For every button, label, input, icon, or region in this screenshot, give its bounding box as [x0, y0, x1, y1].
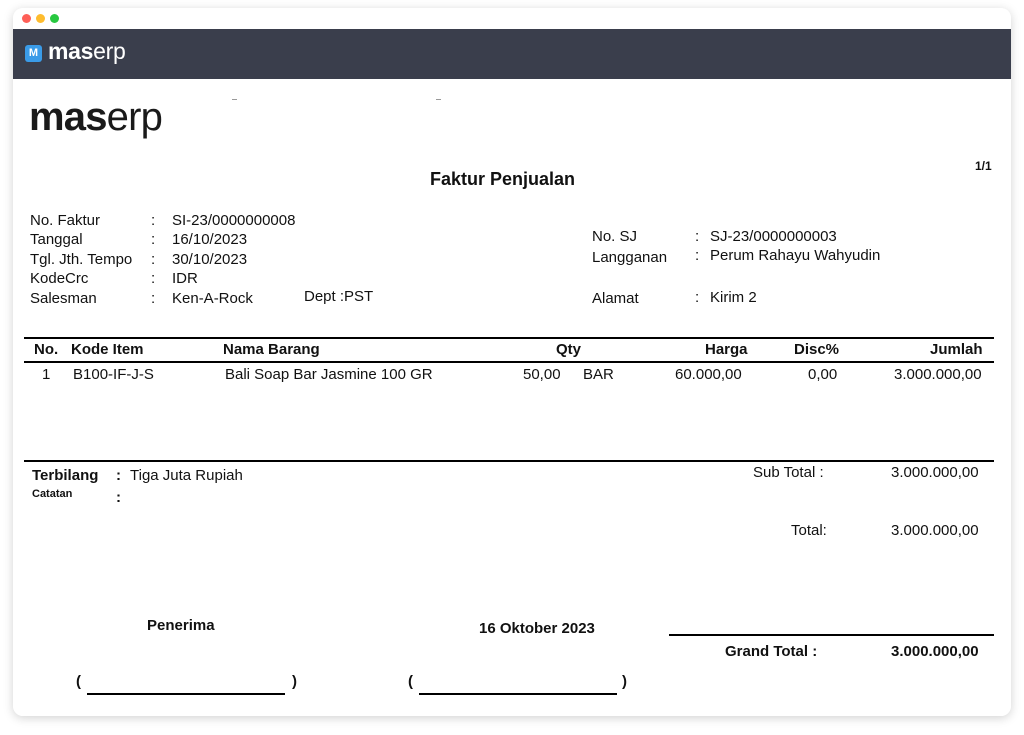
field-label-tanggal: Tanggal: [30, 231, 83, 248]
colon: :: [116, 489, 121, 506]
field-dept: Dept :PST: [304, 288, 374, 305]
colon: :: [151, 251, 156, 268]
grand-total-line: [669, 634, 994, 636]
invoice-title: Faktur Penjualan: [430, 169, 576, 189]
brand-left: mas: [48, 38, 94, 64]
table-top-border: [24, 337, 994, 339]
scan-mark: [436, 99, 441, 100]
signature-line-penerima: [87, 693, 285, 695]
field-value-alamat: Kirim 2: [710, 289, 757, 306]
field-label-no-sj: No. SJ: [592, 228, 638, 245]
colon: :: [116, 467, 121, 484]
page-number: 1/1: [975, 159, 992, 173]
item-no: 1: [42, 366, 51, 383]
catatan-label: Catatan: [32, 488, 73, 500]
invoice-logo: [29, 95, 162, 140]
invoice-document: [13, 79, 1011, 716]
field-value-salesman: Ken-A-Rock: [172, 290, 253, 307]
col-header-harga: Harga: [705, 341, 748, 358]
signature-paren-open: (: [408, 673, 413, 690]
field-label-alamat: Alamat: [592, 290, 639, 307]
item-harga: 60.000,00: [675, 366, 742, 383]
item-kode: B100-IF-J-S: [73, 366, 154, 383]
total-value: 3.000.000,00: [891, 522, 979, 539]
col-header-qty: Qty: [556, 341, 582, 358]
field-label-salesman: Salesman: [30, 290, 97, 307]
colon: :: [151, 212, 156, 229]
colon: :: [151, 270, 156, 287]
signature-line-issuer: [419, 693, 617, 695]
item-nama: Bali Soap Bar Jasmine 100 GR: [225, 366, 433, 383]
subtotal-value: 3.000.000,00: [891, 464, 979, 481]
signature-paren-open: (: [76, 673, 81, 690]
brand-right: erp: [93, 38, 126, 64]
grand-total-value: 3.000.000,00: [891, 643, 979, 660]
colon: :: [151, 231, 156, 248]
browser-window: [13, 8, 1011, 716]
col-header-no: No.: [34, 341, 59, 358]
signature-paren-close: ): [622, 673, 627, 690]
sign-date: 16 Oktober 2023: [479, 620, 595, 637]
field-value-langganan: Perum Rahayu Wahyudin: [710, 247, 881, 264]
field-label-no-faktur: No. Faktur: [30, 212, 101, 229]
field-value-no-faktur: SI-23/0000000008: [172, 212, 296, 229]
col-header-kode-item: Kode Item: [71, 341, 144, 358]
table-bottom-border: [24, 460, 994, 462]
grand-total-label: Grand Total :: [725, 643, 818, 660]
field-value-jatuh-tempo: 30/10/2023: [172, 251, 248, 268]
field-label-kodecrc: KodeCrc: [30, 270, 89, 287]
item-disc: 0,00: [808, 366, 838, 383]
app-header: [13, 29, 1011, 79]
penerima-label: Penerima: [147, 617, 215, 634]
subtotal-label: Sub Total :: [753, 464, 824, 481]
item-unit: BAR: [583, 366, 614, 383]
maserp-logo-icon[interactable]: M: [25, 45, 42, 62]
item-jumlah: 3.000.000,00: [894, 366, 982, 383]
invoice-logo-left: mas: [29, 95, 107, 139]
table-header-border: [24, 361, 994, 363]
col-header-disc: Disc%: [794, 341, 840, 358]
maximize-window-button[interactable]: [50, 14, 59, 23]
total-label: Total:: [791, 522, 827, 539]
invoice-logo-right: erp: [106, 95, 163, 139]
col-header-nama-barang: Nama Barang: [223, 341, 320, 358]
field-value-tanggal: 16/10/2023: [172, 231, 248, 248]
field-value-no-sj: SJ-23/0000000003: [710, 228, 837, 245]
item-qty: 50,00: [523, 366, 561, 383]
colon: :: [695, 289, 700, 306]
terbilang-label: Terbilang: [32, 467, 99, 484]
colon: :: [151, 290, 156, 307]
app-brand[interactable]: [48, 38, 125, 65]
window-titlebar: [13, 8, 1011, 29]
colon: :: [695, 228, 700, 245]
field-label-langganan: Langganan: [592, 249, 668, 266]
close-window-button[interactable]: [22, 14, 31, 23]
colon: :: [695, 247, 700, 264]
col-header-jumlah: Jumlah: [930, 341, 983, 358]
terbilang-value: Tiga Juta Rupiah: [130, 467, 243, 484]
field-label-jatuh-tempo: Tgl. Jth. Tempo: [30, 251, 133, 268]
scan-mark: [232, 99, 237, 100]
signature-paren-close: ): [292, 673, 297, 690]
field-value-kodecrc: IDR: [172, 270, 198, 287]
minimize-window-button[interactable]: [36, 14, 45, 23]
